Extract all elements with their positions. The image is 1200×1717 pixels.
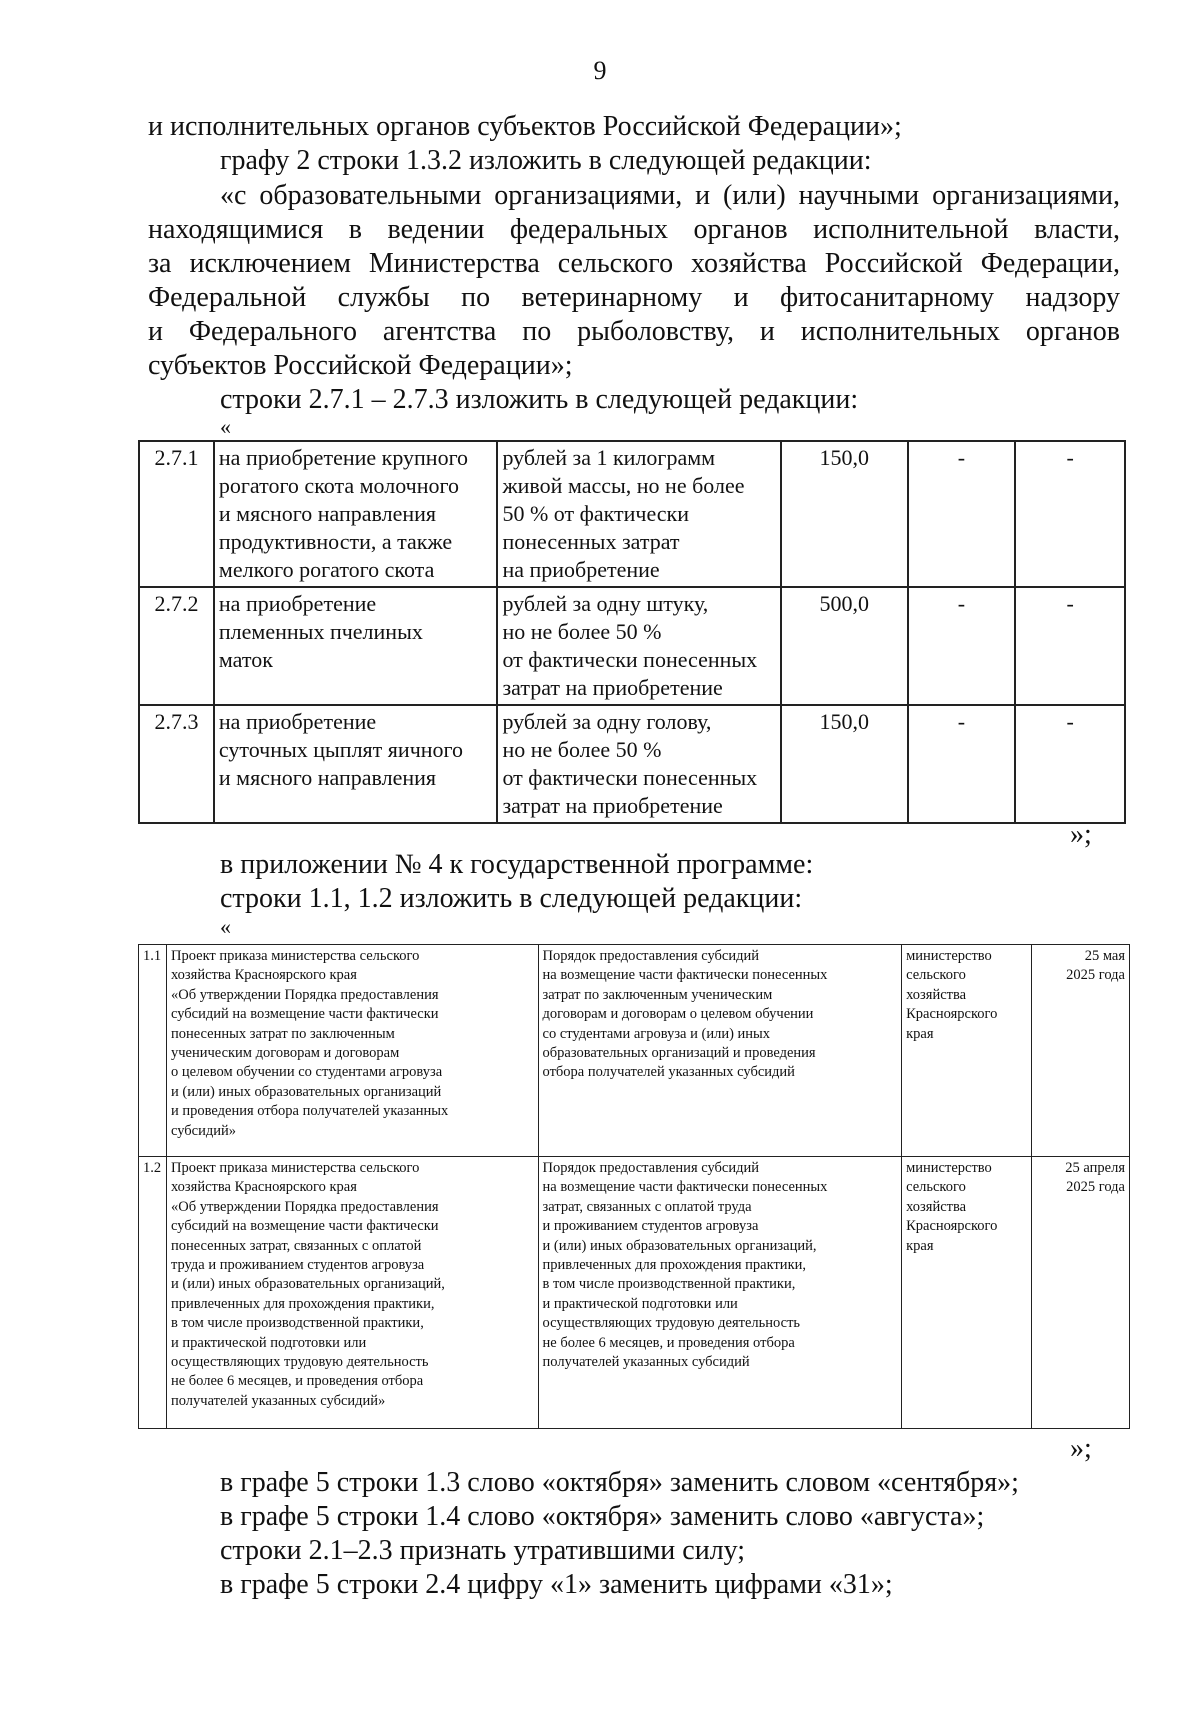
close-quote-2: »; [1070,1433,1092,1464]
row-number: 2.7.3 [139,705,214,823]
quote-line-3: за исключением Министерства сельского хозяйства Российской Федерации, [148,248,1120,279]
row-number: 1.1 [139,945,167,1157]
table-rows-2-7 [138,440,1126,824]
table-row [139,705,1125,823]
final-line-2: в графе 5 строки 1.4 слово «октября» заменить слово «августа»; [220,1501,985,1532]
final-line-1: в графе 5 строки 1.3 слово «октября» заменить словом «сентября»; [220,1467,1019,1498]
row-rate: 150,0 [781,441,908,587]
row-project: Проект приказа министерства сельского хозяйства Красноярского края «Об утверждении Порядка предоставления субсидий на возмещение части фактически понесенных затрат по заключенным ученическим договорам и договорам о целевом обучении со студентами агровуза и (или) иных образовательных организаций и проведения отбора получателей указанных субсидий» [166,945,538,1157]
table-row [139,441,1125,587]
row-col6: - [1015,705,1125,823]
final-line-4: в графе 5 строки 2.4 цифру «1» заменить цифрами «31»; [220,1569,893,1600]
row-col6: - [1015,441,1125,587]
row-col5: - [908,441,1016,587]
final-line-3: строки 2.1–2.3 признать утратившими силу; [220,1535,746,1566]
intro-line-2: графу 2 строки 1.3.2 изложить в следующей редакции: [220,145,872,176]
table-row [139,1157,1130,1429]
row-deadline: 25 мая 2025 года [1032,945,1130,1157]
row-unit: рублей за 1 килограмм живой массы, но не более 50 % от фактически понесенных затрат на приобретение [497,441,780,587]
instruction-appendix-4: в приложении № 4 к государственной программе: [220,849,814,880]
row-number: 2.7.2 [139,587,214,705]
row-deadline: 25 апреля 2025 года [1032,1157,1130,1429]
row-project: Проект приказа министерства сельского хозяйства Красноярского края «Об утверждении Порядка предоставления субсидий на возмещение части фактически понесенных затрат, связанных с оплатой труда и проживанием студентов агровуза и (или) иных образовательных организаций, привлеченных для прохождения практики, в том числе производственной практики, и практической подготовки или осуществляющих трудовую деятельность не более 6 месяцев, и проведения отбора получателей указанных субсидий» [166,1157,538,1429]
row-number: 2.7.1 [139,441,214,587]
row-responsible: министерство сельского хозяйства Красноярского края [902,1157,1032,1429]
row-number: 1.2 [139,1157,167,1429]
row-col5: - [908,705,1016,823]
quote-line-2: находящимися в ведении федеральных органов исполнительной власти, [148,214,1120,245]
row-name: на приобретение крупного рогатого скота молочного и мясного направления продуктивности, а также мелкого рогатого скота [214,441,498,587]
row-responsible: министерство сельского хозяйства Красноярского края [902,945,1032,1157]
quote-line-6: субъектов Российской Федерации»; [148,350,573,381]
row-content: Порядок предоставления субсидий на возмещение части фактически понесенных затрат по заключенным ученическим договорам и договорам о целевом обучении со студентами агровуза и (или) иных образовательных организаций и проведения отбора получателей указанных субсидий [538,945,902,1157]
instruction-rows-1-1-1-2: строки 1.1, 1.2 изложить в следующей редакции: [220,883,803,914]
intro-line-1: и исполнительных органов субъектов Российской Федерации»; [148,111,902,142]
row-unit: рублей за одну штуку, но не более 50 % от фактически понесенных затрат на приобретение [497,587,780,705]
close-quote-1: »; [1070,819,1092,850]
row-name: на приобретение суточных цыплят яичного и мясного направления [214,705,498,823]
open-quote-2: « [220,914,231,939]
instruction-rows-2-7: строки 2.7.1 – 2.7.3 изложить в следующей редакции: [220,384,859,415]
row-col6: - [1015,587,1125,705]
open-quote-1: « [220,414,231,439]
row-col5: - [908,587,1016,705]
page-number: 9 [593,56,607,85]
row-content: Порядок предоставления субсидий на возмещение части фактически понесенных затрат, связанных с оплатой труда и проживанием студентов агровуза и (или) иных образовательных организаций, привлеченных для прохождения практики, в том числе производственной практики, и практической подготовки или осуществляющих трудовую деятельность не более 6 месяцев, и проведения отбора получателей указанных субсидий [538,1157,902,1429]
table-rows-1-1-1-2 [138,944,1130,1429]
quote-line-4: Федеральной службы по ветеринарному и фитосанитарному надзору [148,282,1120,313]
table-row [139,587,1125,705]
quote-line-5: и Федерального агентства по рыболовству, и исполнительных органов [148,316,1120,347]
row-rate: 500,0 [781,587,908,705]
quote-line-1: «с образовательными организациями, и (или) научными организациями, [220,180,1120,211]
row-rate: 150,0 [781,705,908,823]
row-name: на приобретение племенных пчелиных маток [214,587,498,705]
row-unit: рублей за одну голову, но не более 50 % от фактически понесенных затрат на приобретение [497,705,780,823]
table-row [139,945,1130,1157]
